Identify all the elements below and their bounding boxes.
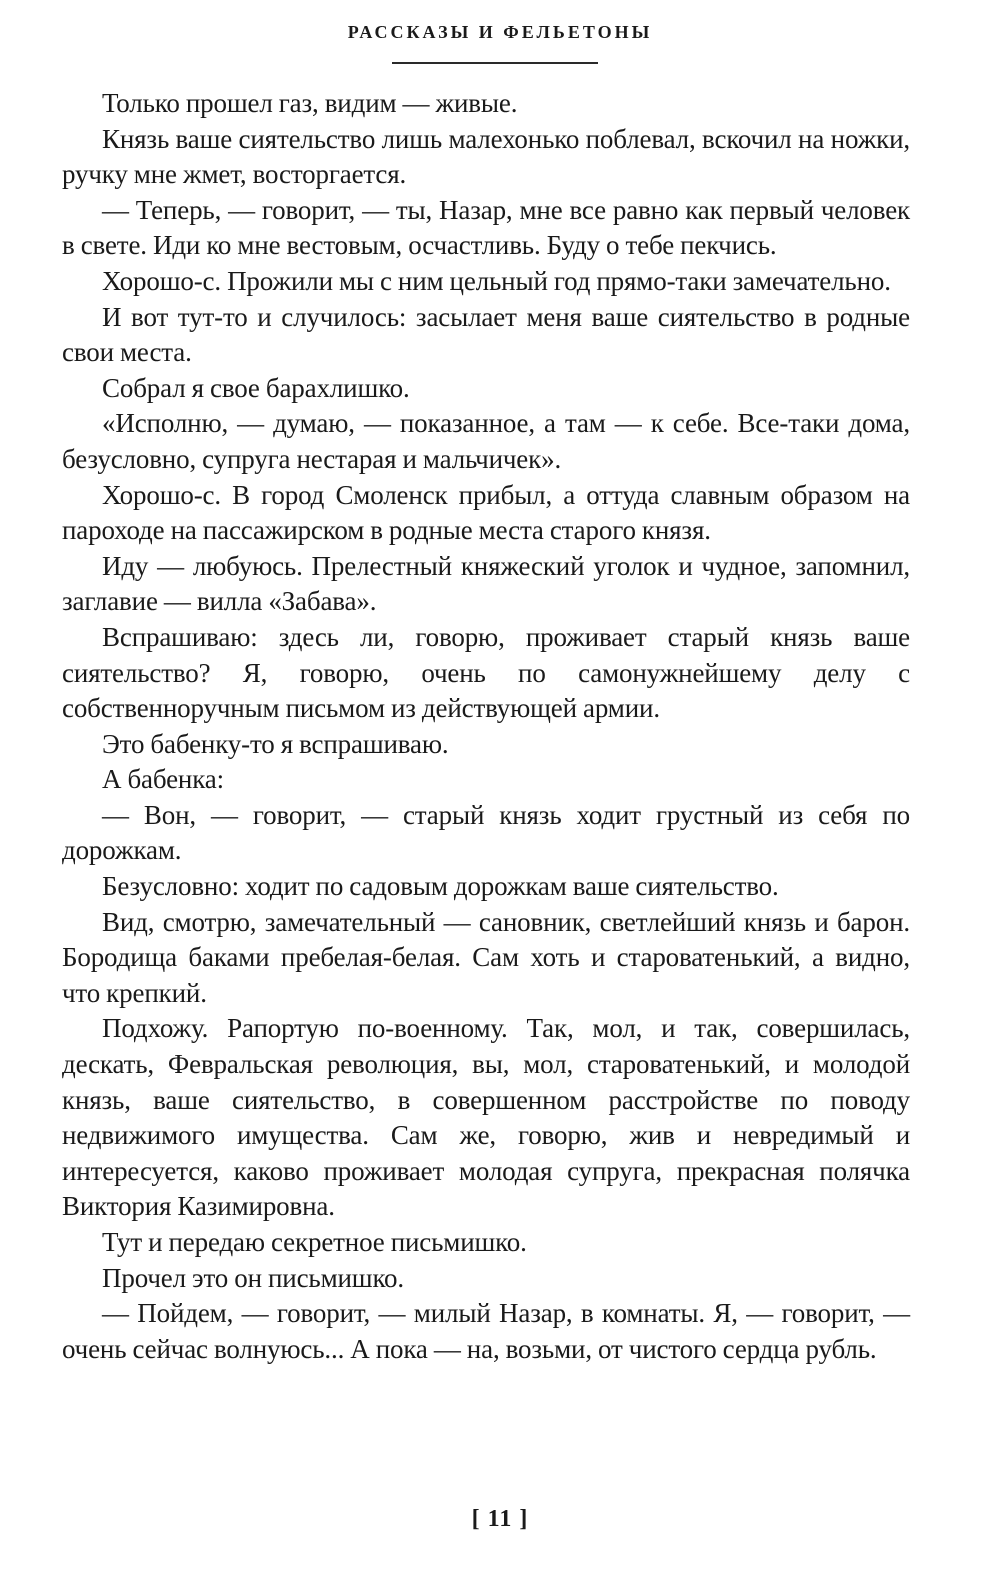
paragraph: Вспрашиваю: здесь ли, говорю, проживает старый князь ваше сиятельство? Я, говорю, очень по самонужнейшему делу с собственноручным письмом из действующей армии. (62, 621, 910, 724)
paragraph: И вот тут-то и случилось: засылает меня ваше сиятельство в родные свои места. (62, 301, 910, 368)
paragraph: Иду — любуюсь. Прелестный княжеский уголок и чудное, запомнил, заглавие — вилла «Забава». (62, 550, 910, 617)
paragraph: Только прошел газ, видим — живые. (102, 88, 518, 118)
paragraph: Хорошо-с. Прожили мы с ним цельный год прямо-таки замечательно. (102, 265, 891, 296)
paragraph: — Теперь, — говорит, — ты, Назар, мне все равно как первый человек в свете. Иди ко мне вестовым, осчастливь. Буду о тебе пекчись. (62, 194, 910, 261)
paragraph: Подхожу. Рапортую по-военному. Так, мол, и так, совершилась, дескать, Февральская революция, вы, мол, староватенький, и молодой князь, ваше сиятельство, в совершенном расстройстве по поводу недвижимого имущества. Сам же, говорю, жив и невредимый и интересуется, каково проживает молодая супруга, прекрасная полячка Виктория Казимировна. (62, 1013, 910, 1222)
paragraph: Хорошо-с. В город Смоленск прибыл, а оттуда славным образом на пароходе на пассажирском в родные места старого князя. (62, 479, 910, 546)
running-title: РАССКАЗЫ И ФЕЛЬЕТОНЫ (347, 22, 653, 42)
paragraph: Князь ваше сиятельство лишь малехонько поблевал, вскочил на ножки, ручку мне жмет, восторгается. (62, 123, 910, 190)
paragraph: «Исполню, — думаю, — показанное, а там — к себе. Все-таки дома, безусловно, супруга нестарая и мальчичек». (62, 408, 910, 474)
page-number: [ 11 ] (471, 1506, 529, 1532)
paragraph: Тут и передаю секретное письмишко. (102, 1227, 527, 1257)
paragraph: Прочел это он письмишко. (102, 1262, 404, 1293)
paragraph: Безусловно: ходит по садовым дорожкам ваше сиятельство. (102, 871, 779, 902)
paragraph: А бабенка: (102, 764, 224, 795)
header-rule (392, 62, 598, 64)
paragraph: Собрал я свое барахлишко. (102, 372, 410, 403)
paragraph: Вид, смотрю, замечательный — сановник, светлейший князь и барон. Бородища баками пребелая-белая. Сам хоть и староватенький, а видно, что крепкий. (62, 906, 910, 1008)
paragraph: Это бабенку-то я вспрашиваю. (102, 728, 449, 759)
paragraph: — Вон, — говорит, — старый князь ходит грустный из себя по дорожкам. (62, 799, 910, 866)
paragraph: — Пойдем, — говорит, — милый Назар, в комнаты. Я, — говорит, — очень сейчас волнуюсь... А пока — на, возьми, от чистого сердца рубль. (62, 1298, 910, 1364)
body-text (62, 86, 910, 1367)
